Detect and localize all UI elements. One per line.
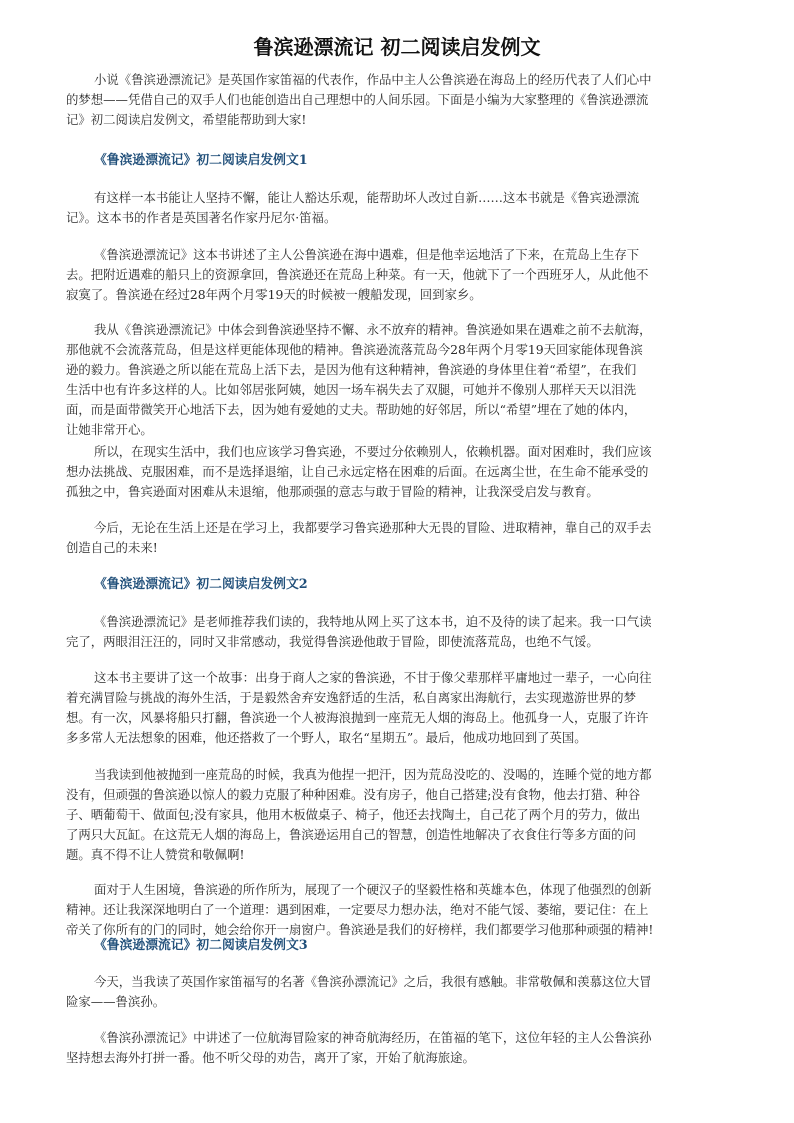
paragraph-line: 那他就不会流落荒岛，但是这样更能体现他的精神。鲁滨逊流落荒岛今28年两个月零19天回家能体现鲁滨 [66,342,643,357]
paragraph-line: 让她非常开心。 [66,422,153,437]
paragraph-line: 创造自己的未来! [66,540,158,555]
paragraph-line: 帝关了你所有的门的同时，她会给你开一扇窗户。鲁滨逊是我们的好榜样，我们都要学习他那种顽强的精神! [66,922,654,937]
paragraph-line: 去。把附近遇难的船只上的资源拿回，鲁滨逊还在荒岛上种菜。有一天，他就下了一个西班牙人，从此他不 [66,267,649,282]
paragraph-line: 我从《鲁滨逊漂流记》中体会到鲁滨逊坚持不懈、永不放弃的精神。鲁滨逊如果在遇难之前不去航海， [94,322,652,337]
paragraph-line: 记》初二阅读启发例文，希望能帮助到大家! [66,112,307,127]
section-3-paragraph-2 [66,1028,730,1068]
intro-paragraph [66,70,730,130]
section-2-heading: 《鲁滨逊漂流记》初二阅读启发例文2 [94,577,308,592]
paragraph-line: 逊的毅力。鲁滨逊之所以能在荒岛上活下去，是因为他有这种精神，鲁滨逊的身体里住着“希望”，在我们 [66,362,637,377]
paragraph-line: 这本书主要讲了这一个故事：出身于商人之家的鲁滨逊，不甘于像父辈那样平庸地过一辈子，一心向往 [94,670,652,685]
paragraph-line: 的梦想——凭借自己的双手人们也能创造出自己理想中的人间乐园。下面是小编为大家整理的《鲁滨逊漂流 [66,92,649,107]
paragraph-line: 记》。这本书的作者是英国著名作家丹尼尔·笛福。 [66,210,337,225]
section-1-paragraph-2 [66,245,730,305]
paragraph-line: 险家——鲁滨孙。 [66,994,166,1009]
paragraph-line: 着充满冒险与挑战的海外生活，于是毅然舍弃安逸舒适的生活，私自离家出海航行，去实现遨游世界的梦 [66,690,636,705]
paragraph-line: 小说《鲁滨逊漂流记》是英国作家笛福的代表作，作品中主人公鲁滨逊在海岛上的经历代表了人们心中 [94,72,652,87]
paragraph-line: 《鲁滨逊漂流记》这本书讲述了主人公鲁滨逊在海中遇难，但是他幸运地活了下来，在荒岛上生存下 [94,247,640,262]
paragraph-line: 《鲁滨逊漂流记》是老师推荐我们读的，我特地从网上买了这本书，迫不及待的读了起来。我一口气读 [94,614,652,629]
paragraph-line: 今天，当我读了英国作家笛福写的名著《鲁滨孙漂流记》之后，我很有感触。非常敬佩和羡慕这位大冒 [94,974,652,989]
paragraph-line: 当我读到他被抛到一座荒岛的时候，我真为他捏一把汗，因为荒岛没吃的、没喝的，连睡个觉的地方都 [94,767,652,782]
section-2-paragraph-3 [66,765,730,865]
paragraph-line: 子、晒葡萄干、做面包;没有家具，他用木板做桌子、椅子，他还去找陶土，自己花了两个月的劳力，做出 [66,807,641,822]
paragraph-line: 多多常人无法想象的困难，他还搭救了一个野人，取名“星期五”。最后，他成功地回到了英国。 [66,730,587,745]
section-3-heading: 《鲁滨逊漂流记》初二阅读启发例文3 [94,938,308,953]
paragraph-line: 有这样一本书能让人坚持不懈，能让人豁达乐观，能帮助坏人改过自新……这本书就是《鲁宾逊漂流 [94,190,640,205]
paragraph-line: 坚持想去海外打拼一番。他不听父母的劝告，离开了家，开始了航海旅途。 [66,1050,475,1065]
paragraph-line: 面，而是面带微笑开心地活下去，因为她有爱她的丈夫。帮助她的好邻居，所以“希望”埋在了她的体内， [66,402,637,417]
paragraph-line: 寂寞了。鲁滨逊在经过28年两个月零19天的时候被一艘船发现，回到家乡。 [66,287,482,302]
section-1-paragraph-4 [66,442,730,502]
paragraph-line: 想办法挑战、克服困难，而不是选择退缩，让自己永远定格在困难的后面。在远离尘世，在生命不能承受的 [66,464,649,479]
paragraph-line: 今后，无论在生活上还是在学习上，我都要学习鲁宾逊那种大无畏的冒险、进取精神，靠自己的双手去 [94,520,652,535]
section-1-paragraph-5 [66,518,730,558]
section-1-heading: 《鲁滨逊漂流记》初二阅读启发例文1 [94,153,308,168]
paragraph-line: 《鲁滨孙漂流记》中讲述了一位航海冒险家的神奇航海经历，在笛福的笔下，这位年轻的主人公鲁滨孙 [94,1030,652,1045]
paragraph-line: 精神。还让我深深地明白了一个道理：遇到困难，一定要尽力想办法，绝对不能气馁、萎缩，要记住：在上 [66,902,649,917]
paragraph-line: 所以，在现实生活中，我们也应该学习鲁宾逊，不要过分依赖别人，依赖机器。面对困难时，我们应该 [94,444,652,459]
section-2-paragraph-4 [66,880,730,940]
paragraph-line: 生活中也有许多这样的人。比如邻居张阿姨，她因一场车祸失去了双腿，可她并不像别人那样天天以泪洗 [66,382,636,397]
section-2-paragraph-2 [66,668,730,748]
page-title: 鲁滨逊漂流记 初二阅读启发例文 [253,35,541,59]
paragraph-line: 完了，两眼泪汪汪的，同时又非常感动，我觉得鲁滨逊他敢于冒险，即使流落荒岛，也绝不气馁。 [66,634,599,649]
section-1-paragraph-3 [66,320,730,440]
section-2-paragraph-1 [66,612,730,652]
paragraph-line: 孤独之中，鲁宾逊面对困难从未退缩，他那顽强的意志与敢于冒险的精神，让我深受启发与教育。 [66,484,599,499]
section-3-paragraph-1 [66,972,730,1012]
paragraph-line: 面对于人生困境，鲁滨逊的所作所为，展现了一个硬汉子的坚毅性格和英雄本色，体现了他强烈的创新 [94,882,652,897]
paragraph-line: 没有，但顽强的鲁滨逊以惊人的毅力克服了种种困难。没有房子，他自己搭建;没有食物，他去打猎、种谷 [66,787,641,802]
paragraph-line: 想。有一次，风暴将船只打翻，鲁滨逊一个人被海浪抛到一座荒无人烟的海岛上。他孤身一人，克服了许许 [66,710,649,725]
paragraph-line: 了两只大瓦缸。在这荒无人烟的海岛上，鲁滨逊运用自己的智慧，创造性地解决了衣食住行等多方面的问 [66,827,636,842]
section-1-paragraph-1 [66,188,730,228]
paragraph-line: 题。真不得不让人赞赏和敬佩啊! [66,847,245,862]
